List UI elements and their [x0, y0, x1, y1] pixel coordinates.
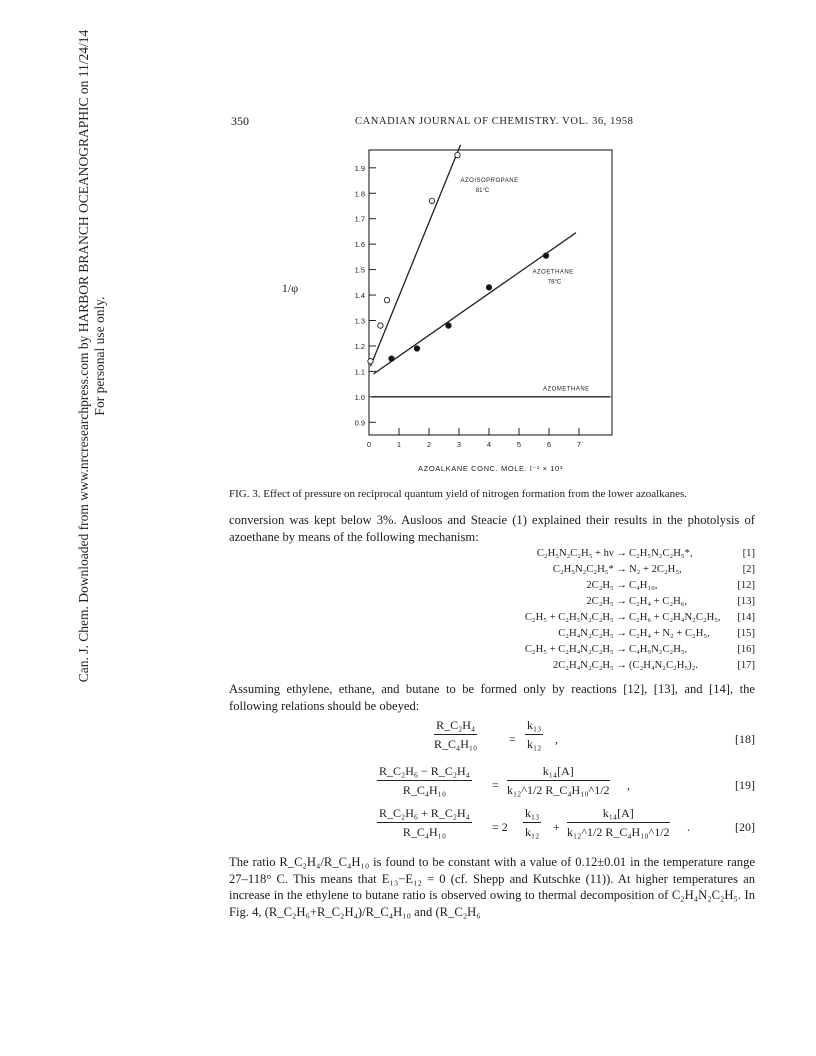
watermark-line-2: For personal use only.	[92, 296, 107, 416]
reaction-reactants: 2C₂H₅ →	[586, 580, 627, 591]
eq18-suffix: ,	[555, 732, 558, 746]
data-point-open	[378, 323, 383, 328]
reaction-line	[229, 548, 755, 561]
x-axis-label: AZOALKANE CONC. MOLE. l⁻¹ × 10³	[418, 464, 563, 473]
paragraph-3: The ratio R_C₂H₄/R_C₄H₁₀ is found to be constant with a value of 0.12±0.01 in the temperature range 27–118° C. This means that E₁₃−E₁₂ = 0 (cf. Shepp and Kutschke (11)). At higher temperatures an increase in the ethylene to butane ratio is observed owing to thermal decomposition of C₂H₄N₂C₂H₅. In Fig. 4, (R_C₂H₆+R_C₂H₄)/R_C₄H₁₀ and (R_C₂H₆	[229, 855, 755, 919]
equation-18: $\frac{\text{R\_C₂H₄}}{\text{R\_C₄H₁₀}}$ = $\frac{\text{k₁₃}}{\text{k₁₂}}$ , [18]	[434, 718, 755, 751]
reaction-products: C₂H₄ + C₂H₆,	[629, 596, 688, 607]
data-point-open	[368, 359, 373, 364]
reaction-reactants: 2C₂H₄N₂C₂H₅ →	[552, 660, 627, 671]
data-point-filled	[486, 285, 491, 290]
plot-axes	[355, 164, 582, 449]
eq20-number: [20]	[735, 820, 755, 834]
fit-line	[371, 145, 461, 366]
series-temperature: 78°C	[547, 279, 562, 286]
reaction-reactants: 2C₂H₅ →	[586, 596, 627, 607]
y-tick-label: 1.7	[354, 214, 365, 224]
reaction-number: [16]	[737, 644, 755, 655]
series-azoisopropane	[368, 145, 519, 366]
data-point-filled	[543, 253, 548, 258]
x-tick-label: 5	[516, 440, 522, 449]
x-tick-label: 4	[486, 440, 492, 449]
reaction-reactants: C₂H₅N₂C₂H₅ + hν →	[536, 548, 627, 559]
eq18-rhs-num: k₁₃	[525, 718, 543, 735]
y-tick-label: 1.6	[354, 240, 365, 250]
reaction-number: [2]	[742, 564, 755, 575]
y-tick-label: 1.3	[354, 316, 365, 326]
reaction-number: [13]	[737, 596, 755, 607]
eq20-t1-den: k₁₂	[525, 825, 540, 839]
page-number: 350	[231, 114, 249, 128]
eq18-lhs-den: R_C₄H₁₀	[434, 737, 478, 751]
reaction-reactants: C₂H₄N₂C₂H₅ →	[558, 628, 627, 639]
series-temperature: 81°C	[475, 187, 490, 194]
eq20-coef: = 2	[492, 820, 508, 834]
series-label: AZOISOPROPANE	[460, 177, 519, 184]
eq20-t2-den: k₁₂^1/2 R_C₄H₁₀^1/2	[567, 825, 670, 839]
reaction-line	[229, 628, 755, 641]
reaction-products: (C₂H₄N₂C₂H₅)₂.	[629, 660, 698, 671]
figure-3-chart	[281, 140, 630, 485]
paragraph-1: conversion was kept below 3%. Ausloos and Steacie (1) explained their results in the photolysis of azoethane by means of the following mechanism:	[229, 513, 755, 544]
eq19-number: [19]	[735, 778, 755, 792]
data-point-filled	[446, 323, 451, 328]
y-tick-label: 1.9	[354, 163, 365, 173]
eq20-lhs-num: R_C₂H₆ + R_C₂H₄	[377, 806, 472, 823]
watermark-line-1: Can. J. Chem. Downloaded from www.nrcresearchpress.com by HARBOR BRANCH OCEANOGRAPHIC on 11/24/14	[76, 29, 91, 683]
x-tick-label: 1	[396, 440, 402, 449]
eq19-suffix: ,	[627, 778, 630, 792]
data-point-open	[455, 152, 460, 157]
series-layer	[368, 145, 611, 397]
reaction-line	[229, 564, 755, 577]
eq20-suffix: .	[687, 820, 690, 834]
y-tick-label: 1.1	[354, 367, 365, 377]
eq19-rhs-den: k₁₂^1/2 R_C₄H₁₀^1/2	[507, 783, 610, 797]
x-tick-label: 0	[366, 440, 372, 449]
reaction-line	[229, 612, 755, 625]
y-tick-label: 1.2	[354, 341, 365, 351]
reaction-reactants: C₂H₅N₂C₂H₅* →	[552, 564, 627, 575]
reaction-line	[229, 596, 755, 609]
reaction-number: [1]	[742, 548, 755, 559]
eq18-rhs-den: k₁₂	[527, 737, 542, 751]
reaction-products: C₄H₉N₂C₂H₅,	[629, 644, 688, 655]
running-head: CANADIAN JOURNAL OF CHEMISTRY. VOL. 36, 1958	[355, 116, 634, 127]
series-azoethane	[374, 233, 577, 374]
y-tick-label: 1.5	[354, 265, 365, 275]
reaction-number: [14]	[737, 612, 755, 623]
reaction-number: [15]	[737, 628, 755, 639]
reaction-products: C₄H₁₀,	[629, 580, 658, 591]
reaction-number: [12]	[737, 580, 755, 591]
eq20-t1-num: k₁₃	[523, 806, 541, 823]
y-tick-label: 1.8	[354, 189, 365, 199]
eq18-lhs-num: R_C₂H₄	[434, 718, 477, 735]
reaction-products: N₂ + 2C₂H₅,	[629, 564, 682, 575]
equation-19: $\frac{\text{R\_C₂H₆ − R\_C₂H₄}}{\text{R\_C₄H₁₀}}$ = $\frac{\text{k₁₄[A]}}{\text{k₁₂\textasciicircum{}1/2 R\_C₄H₁₀\textasciicircum{}1/2}}$ , [19]	[379, 764, 755, 797]
data-point-filled	[389, 356, 394, 361]
eq19-rhs-num: k₁₄[A]	[507, 764, 610, 781]
reaction-line	[229, 580, 755, 593]
series-azomethane	[372, 386, 611, 396]
x-tick-label: 7	[576, 440, 582, 449]
eq18-number: [18]	[735, 732, 755, 746]
data-point-open	[429, 198, 434, 203]
figure-caption: FIG. 3. Effect of pressure on reciprocal quantum yield of nitrogen formation from the lower azoalkanes.	[229, 488, 687, 500]
equation-20: $\frac{\text{R\_C₂H₆ + R\_C₂H₄}}{\text{R\_C₄H₁₀}}$ = 2 $\frac{\text{k₁₃}}{\text{k₁₂}}$ + $\frac{\text{k₁₄[A]}}{\text{k₁₂\textasciicircum{}1/2 R\_C₄H₁₀\textasciicircum{}1/2}}$ . [20]	[379, 806, 755, 839]
reaction-number: [17]	[737, 660, 755, 671]
reaction-reactants: C₂H₅ + C₂H₅N₂C₂H₅ →	[524, 612, 627, 623]
reaction-products: C₂H₄ + N₂ + C₂H₅,	[629, 628, 710, 639]
eq19-lhs-den: R_C₄H₁₀	[402, 783, 447, 797]
x-tick-label: 2	[426, 440, 432, 449]
reaction-line	[229, 644, 755, 657]
reaction-products: C₂H₆ + C₂H₄N₂C₂H₅,	[629, 612, 721, 623]
series-label: AZOMETHANE	[543, 386, 590, 393]
reaction-line	[229, 660, 755, 673]
x-tick-label: 3	[456, 440, 462, 449]
data-point-filled	[414, 346, 419, 351]
y-axis-label: 1/φ	[281, 281, 299, 295]
y-tick-label: 1.0	[354, 392, 365, 402]
y-tick-label: 1.4	[354, 291, 365, 301]
eq20-t2-num: k₁₄[A]	[567, 806, 670, 823]
reaction-reactants: C₂H₅ + C₂H₄N₂C₂H₅ →	[524, 644, 627, 655]
reaction-products: C₂H₅N₂C₂H₅*,	[629, 548, 693, 559]
series-label: AZOETHANE	[532, 269, 574, 276]
paragraph-2: Assuming ethylene, ethane, and butane to be formed only by reactions [12], [13], and [14], the following relations should be obeyed:	[229, 682, 755, 713]
x-tick-label: 6	[546, 440, 552, 449]
data-point-open	[384, 297, 389, 302]
eq19-lhs-num: R_C₂H₆ − R_C₂H₄	[377, 764, 472, 781]
y-tick-label: 0.9	[354, 418, 365, 428]
download-watermark	[76, 0, 108, 766]
eq20-lhs-den: R_C₄H₁₀	[402, 825, 447, 839]
